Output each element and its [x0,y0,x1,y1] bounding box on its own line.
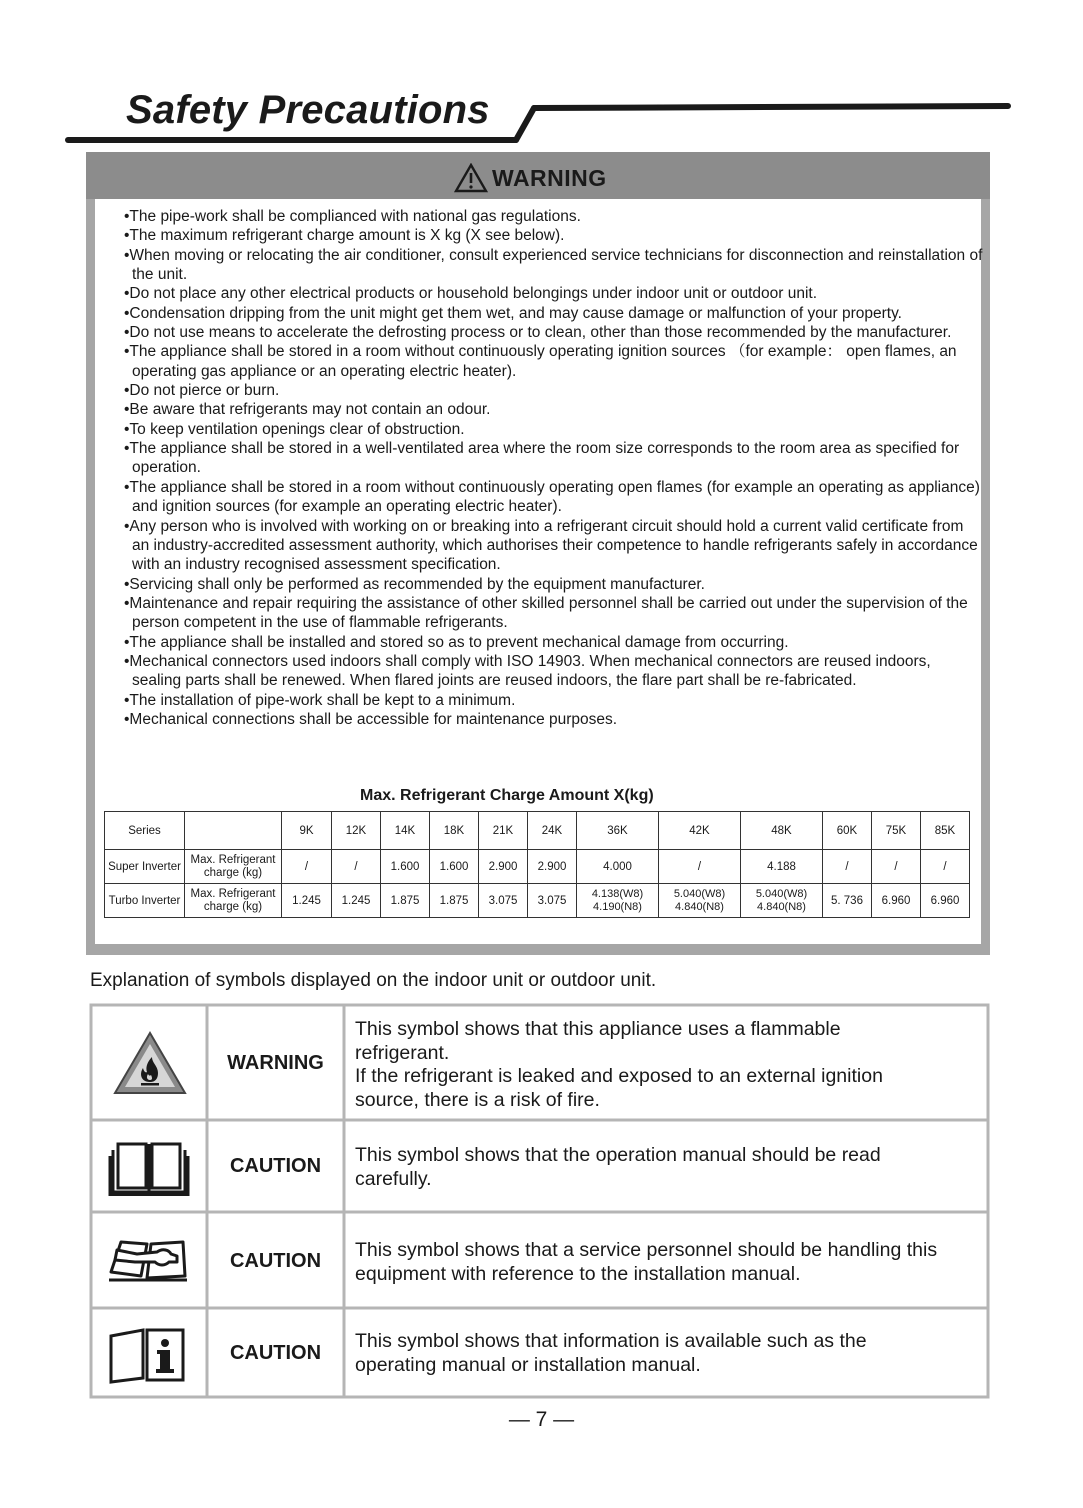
bullet-item: •Maintenance and repair requiring the assistance of other skilled personnel shall be carried out under the supervision of the person competent in the use of flammable refrigerants. [124,594,968,632]
header-cell: 14K [381,812,430,850]
header-cell: Series [105,812,185,850]
header-cell: 36K [577,812,659,850]
header-cell: 9K [282,812,332,850]
value-cell: 6.960 [921,884,970,918]
header-cell [185,812,282,850]
description-line: refrigerant. [355,1041,450,1064]
value-cell: / [921,850,970,884]
symbols-intro: Explanation of symbols displayed on the indoor unit or outdoor unit. [90,970,657,991]
bullet-item: •The pipe-work shall be complianced with national gas regulations. [124,208,581,225]
header-rule [0,0,1083,160]
symbol-description [355,1239,937,1286]
header-cell: 21K [479,812,528,850]
bullet-item: •The appliance shall be stored in a well-ventilated area where the room size corresponds to the room area as specified for operation. [124,440,960,477]
header-cell: 75K [872,812,921,850]
description-line: This symbol shows that this appliance uses a flammable [355,1018,841,1040]
table-row [105,884,970,918]
value-line: 4.840(N8) [675,900,724,913]
symbol-label: CAUTION [229,1342,322,1364]
symbol-description [355,1330,867,1377]
value-line: 5.040(W8) [755,887,808,900]
service-manual-icon [107,1236,189,1286]
symbol-label: CAUTION [229,1250,322,1272]
bullet-item: •Any person who is involved with working on or breaking into a refrigerant circuit should hold a current valid certificate from an industry-accredited assessment authority, which authorises their competence to handle refrigerants safely in accordance with an industry recognised assessment specification. [124,517,978,574]
warning-title: WARNING [492,165,607,191]
value-cell: / [332,850,381,884]
value-line: 4.138(W8) [591,887,644,900]
value-cell: 2.900 [479,850,528,884]
header-cell: 24K [528,812,577,850]
bullet-item: •Do not place any other electrical products or household belongings under indoor unit or outdoor unit. [124,285,818,303]
header-cell: 12K [332,812,381,850]
value-cell: 1.600 [381,850,430,884]
value-line: 5.040(W8) [673,887,726,900]
description-line: carefully. [355,1167,432,1190]
flammable-warning-icon [112,1030,188,1096]
page-title: Safety Precautions [126,88,490,132]
symbol-label: CAUTION [229,1155,322,1177]
symbol-description [355,1018,883,1112]
warning-triangle-icon [454,163,488,193]
label-cell [185,850,282,884]
bullet-item: •The appliance shall be stored in a room without continuously operating ignition sources （for example： open flames, an operating gas appliance or an operating electric heater). [124,343,957,380]
table-header-row [105,812,970,850]
label-line: Max. Refrigerant [190,887,276,900]
page-number: — 7 — [508,1408,575,1431]
value-cell: / [872,850,921,884]
header-cell: 18K [430,812,479,850]
value-cell: 4.000 [577,850,659,884]
bullet-item: •Servicing shall only be performed as recommended by the equipment manufacturer. [124,575,705,593]
bullet-item: •The maximum refrigerant charge amount is X kg (X see below). [124,227,565,245]
value-line: 4.190(N8) [593,900,642,913]
value-cell: 5. 736 [823,884,872,918]
header-cell: 48K [741,812,823,850]
description-line: If the refrigerant is leaked and exposed to an external ignition [355,1065,883,1087]
value-cell: 1.875 [430,884,479,918]
value-cell: 3.075 [528,884,577,918]
symbol-label: WARNING [227,1052,324,1074]
table-row [105,850,970,884]
value-cell: 3.075 [479,884,528,918]
bullet-item: •Condensation dripping from the unit might get them wet, and may cause damage or malfunction of your property. [124,304,902,322]
description-line: source, there is a risk of fire. [355,1088,600,1111]
value-cell: 1.600 [430,850,479,884]
value-cell: 1.875 [381,884,430,918]
description-line: This symbol shows that the operation manual should be read [355,1144,881,1166]
description-line: This symbol shows that a service personnel should be handling this [355,1239,938,1261]
bullet-item: •When moving or relocating the air conditioner, consult experienced service technicians for disconnection and reinstallation of the unit. [124,246,983,284]
warning-bullet-list [124,207,984,729]
label-line: charge (kg) [203,900,263,913]
series-cell: Super Inverter [105,850,185,884]
description-line: This symbol shows that information is available such as the [355,1330,867,1352]
bullet-item: •Do not pierce or burn. [124,382,280,400]
bullet-item: •The appliance shall be installed and stored so as to prevent mechanical damage from occurring. [124,633,789,651]
description-line: operating manual or installation manual. [355,1353,701,1376]
series-cell: Turbo Inverter [105,884,185,918]
value-cell: 2.900 [528,850,577,884]
header-cell: 42K [659,812,741,850]
symbol-description [355,1144,881,1191]
bullet-item: •To keep ventilation openings clear of obstruction. [124,420,465,438]
bullet-item: •Mechanical connections shall be accessible for maintenance purposes. [124,710,618,728]
bullet-item: •The appliance shall be stored in a room without continuously operating open flames (for example an operating as appliance) and ignition sources (for example an operating electric heater). [124,478,980,516]
label-cell [185,884,282,918]
charge-table [104,811,970,918]
label-line: Max. Refrigerant [190,853,276,866]
bullet-item: •Do not use means to accelerate the defrosting process or to clean, other than those recommended by the manufacturer. [124,324,952,342]
label-line: charge (kg) [203,866,263,879]
open-book-icon [108,1138,190,1196]
value-cell: 1.245 [332,884,381,918]
value-line: 4.840(N8) [757,900,806,913]
value-cell: / [659,850,741,884]
header-cell: 60K [823,812,872,850]
description-line: equipment with reference to the installation manual. [355,1262,801,1285]
value-cell [659,884,741,918]
info-book-icon [107,1326,189,1384]
value-cell: 4.188 [741,850,823,884]
charge-table-title: Max. Refrigerant Charge Amount X(kg) [360,787,654,804]
value-cell: / [282,850,332,884]
value-cell [741,884,823,918]
bullet-item: •The installation of pipe-work shall be kept to a minimum. [124,691,516,709]
header-cell: 85K [921,812,970,850]
value-cell: 1.245 [282,884,332,918]
value-cell [577,884,659,918]
bullet-item: •Mechanical connectors used indoors shall comply with ISO 14903. When mechanical connectors are reused indoors, sealing parts shall be renewed. When flared joints are reused indoors, the flare part shall be re-fabricated. [124,652,931,690]
bullet-item: •Be aware that refrigerants may not contain an odour. [124,401,491,419]
value-cell: / [823,850,872,884]
value-cell: 6.960 [872,884,921,918]
